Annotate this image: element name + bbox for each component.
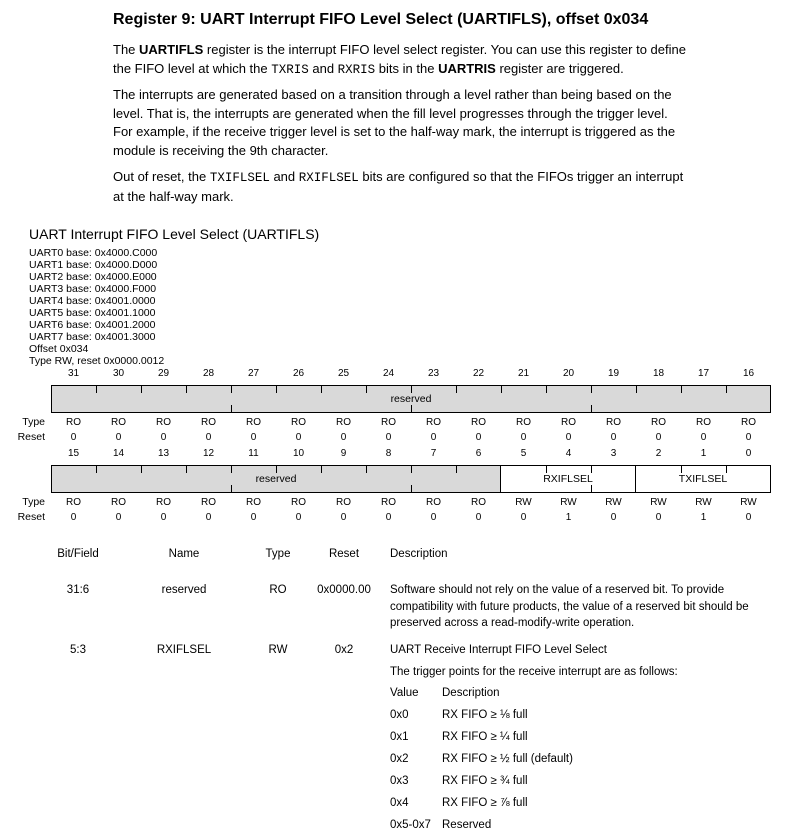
reset-value: 1 [700,512,707,523]
subtable-row [390,774,790,796]
reset-value: 0 [250,512,257,523]
description-line: Software should not rely on the value of a reserved bit. To provide [390,584,725,596]
bit-number: 31 [67,368,80,379]
bit-boundary-tick [546,386,547,393]
reset-cell: 0x2 [334,644,354,656]
column-header: Description [390,548,448,560]
type-row [6,416,771,428]
paragraph [113,41,793,79]
register-heading: UART Interrupt FIFO Level Select (UARTIFLS) [29,226,320,242]
bit-boundary-tick [726,466,727,473]
subtable-description: RX FIFO ≥ ½ full (default) [442,753,573,765]
type-value: RO [66,497,81,508]
bit-boundary-tick [456,466,457,473]
text-segment: UARTIFLS [139,42,204,57]
type-cell: RO [269,584,287,596]
bit-number: 12 [202,448,215,459]
reset-value: 0 [160,512,167,523]
bit-number: 16 [742,368,755,379]
type-value: RO [156,497,171,508]
bit-numbers [51,448,771,459]
subtable-value: 0x4 [390,797,409,809]
text-segment: RXIFLSEL [298,171,359,185]
bit-number: 27 [247,368,260,379]
bit-boundary-tick [681,466,682,473]
reset-value: 0 [475,512,482,523]
bit-boundary-tick [366,466,367,473]
bit-number: 8 [385,448,392,459]
type-value: RO [471,497,486,508]
subtable-description-header: Description [442,687,500,699]
description-line: The trigger points for the receive interrupt are as follows: [390,666,678,678]
reset-value: 0 [340,512,347,523]
type-label: Type [22,416,45,428]
bit-row-low [6,448,786,526]
paragraph-line [113,142,793,161]
bit-boundary-tick [231,386,232,393]
type-value: RO [336,417,351,428]
reset-value: 0 [475,432,482,443]
bitfield-cell: 31:6 [66,584,90,596]
description-line: compatibility with future products, the value of a reserved bit should be [390,600,749,613]
reset-row [6,431,771,443]
reset-value: 0 [205,512,212,523]
description-text [390,664,790,681]
text-segment: The [113,42,140,57]
bit-numbers [51,368,771,379]
reset-value: 0 [115,432,122,443]
bit-number: 7 [430,448,437,459]
description-cell [390,642,790,838]
type-value: RO [651,417,666,428]
reset-value: 0 [430,512,437,523]
paragraph-line [113,105,793,124]
subtable-row [390,730,790,752]
bit-boundary-tick [186,386,187,393]
text-segment: and [308,60,338,76]
text-segment: The interrupts are generated based on a transition through a level rather than being based on the [113,87,672,102]
subtable-value: 0x2 [390,753,409,765]
type-cell: RW [268,644,288,656]
reset-value: 0 [205,432,212,443]
bit-number: 30 [112,368,125,379]
bit-number: 6 [475,448,482,459]
bit-number: 1 [700,448,707,459]
bit-number: 19 [607,368,620,379]
bit-boundary-tick [411,466,412,473]
bitfield-cell: 5:3 [70,644,86,656]
bit-boundary-tick [231,466,232,473]
bit-number: 2 [655,448,662,459]
type-value: RO [291,417,306,428]
subtable-value: 0x3 [390,775,409,787]
base-address-line: UART3 base: 0x4000.F000 [29,283,157,295]
text-segment: For example, if the receive trigger level is set to the half-way mark, the interrupt is triggered as the [113,124,676,139]
type-value: RW [515,497,532,508]
type-value: RO [246,417,261,428]
bit-number: 13 [157,448,170,459]
description-line: preserved across a read-modify-write operation. [390,617,635,629]
type-value: RO [561,417,576,428]
subtable-row [390,796,790,818]
paragraph [113,168,793,206]
type-value: RO [201,497,216,508]
bit-boundary-tick [411,386,412,393]
type-row [6,496,771,508]
reset-value: 0 [565,432,572,443]
text-segment: the FIFO level at which the [113,60,272,76]
name-cell: RXIFLSEL [156,644,212,656]
column-header: Type [265,548,291,560]
type-value: RO [246,497,261,508]
base-address-line: UART5 base: 0x4001.1000 [29,307,156,319]
column-header: Reset [328,548,360,560]
type-value: RO [291,497,306,508]
paragraph-line [113,168,793,188]
bit-number: 29 [157,368,170,379]
bit-boundary-tick [591,386,592,393]
reset-value: 0 [70,512,77,523]
reset-value: 0 [610,512,617,523]
reset-value: 0 [160,432,167,443]
bit-number: 4 [565,448,572,459]
bit-number: 20 [562,368,575,379]
reset-row [6,511,771,523]
field-label: TXIFLSEL [678,473,728,485]
base-address-line: UART0 base: 0x4000.C000 [29,247,158,259]
nibble-boundary-tick [591,405,592,412]
bit-number: 18 [652,368,665,379]
base-address-line: UART1 base: 0x4000.D000 [29,259,158,271]
text-segment: bits are configured so that the FIFOs trigger an interrupt [358,169,684,184]
subtable-description: Reserved [442,819,492,831]
text-segment: TXRIS [271,62,309,77]
paragraph-line [113,60,793,80]
type-value: RO [66,417,81,428]
paragraph [113,86,793,160]
column-header: Name [168,548,200,560]
paragraph-line [113,123,793,142]
base-address-line: Offset 0x034 [29,343,89,355]
bit-number: 10 [292,448,305,459]
bit-boundary-tick [501,386,502,393]
bit-boundary-tick [681,386,682,393]
nibble-boundary-tick [411,485,412,492]
subtable-row [390,752,790,774]
bit-number: 3 [610,448,617,459]
name-cell: reserved [161,584,207,596]
text-segment: RXRIS [337,62,376,77]
bit-boundary-tick [321,466,322,473]
base-address-line: UART6 base: 0x4001.2000 [29,319,156,331]
nibble-boundary-tick [231,485,232,492]
bit-number: 23 [427,368,440,379]
reset-value: 0 [385,432,392,443]
bit-boundary-tick [321,386,322,393]
reset-cell: 0x0000.00 [317,584,371,596]
field-label: reserved [255,473,297,485]
bit-boundary-tick [546,466,547,473]
nibble-boundary-tick [591,485,592,492]
base-address-line: UART4 base: 0x4001.0000 [29,295,156,307]
reset-value: 0 [430,432,437,443]
bit-box [51,465,771,493]
bit-number: 28 [202,368,215,379]
base-address-line: Type RW, reset 0x0000.0012 [29,355,165,367]
field-reserved [51,465,501,493]
reset-label: Reset [17,431,45,443]
type-value: RO [111,497,126,508]
bit-boundary-tick [276,386,277,393]
subtable-value-header: Value [390,687,419,699]
bit-number: 0 [745,448,752,459]
register-base-address-list [29,247,164,367]
description-text [390,582,790,632]
bit-number: 11 [248,448,259,459]
text-segment: at the half-way mark. [113,188,234,204]
bit-number: 26 [292,368,305,379]
type-value: RO [381,497,396,508]
text-segment: bits in the [375,60,439,76]
reset-value: 0 [250,432,257,443]
type-label: Type [22,496,45,508]
paragraph-line [113,188,793,207]
reset-value: 0 [700,432,707,443]
subtable-value: 0x0 [390,709,409,721]
text-segment: level. That is, the interrupts are generated when the fill level progresses through the trigger level. [113,105,668,121]
subtable-description: RX FIFO ≥ ⅛ full [442,709,528,721]
reset-value: 0 [295,432,302,443]
base-address-line: UART7 base: 0x4001.3000 [29,331,156,343]
type-value: RO [696,417,711,428]
reset-value: 0 [115,512,122,523]
paragraph-line [113,86,793,105]
type-value: RO [471,417,486,428]
type-value: RW [560,497,577,508]
bit-boundary-tick [186,466,187,473]
text-segment: module is receiving the 9th character. [113,142,329,158]
reset-value: 0 [745,432,752,443]
text-segment: register are triggered. [495,60,624,76]
bit-boundary-tick [141,466,142,473]
type-value: RW [605,497,622,508]
subtable-header-row [390,686,790,708]
bit-number: 14 [112,448,125,459]
subtable-row [390,818,790,838]
reset-value: 0 [655,512,662,523]
type-value: RO [426,417,441,428]
subtable-description: RX FIFO ≥ ⅞ full [442,797,528,809]
text-segment: TXIFLSEL [209,171,270,185]
reset-value: 0 [70,432,77,443]
subtable-row [390,708,790,730]
bit-boundary-tick [141,386,142,393]
type-value: RW [740,497,757,508]
type-value: RO [741,417,756,428]
subtable-value: 0x5-0x7 [390,819,431,831]
description-line: UART Receive Interrupt FIFO Level Select [390,644,607,656]
field-reserved [51,385,771,413]
text-segment: Out of reset, the [113,169,210,184]
bit-number: 21 [517,368,530,379]
type-value: RO [381,417,396,428]
type-value: RO [201,417,216,428]
reset-value: 0 [295,512,302,523]
bit-boundary-tick [366,386,367,393]
field-label: RXIFLSEL [543,473,593,485]
nibble-boundary-tick [231,405,232,412]
bit-number: 5 [520,448,527,459]
bit-boundary-tick [636,386,637,393]
value-subtable [390,686,790,838]
type-value: RO [426,497,441,508]
subtable-description: RX FIFO ≥ ¼ full [442,731,528,743]
bit-number: 25 [337,368,350,379]
description-cell [390,582,790,637]
bit-number: 9 [340,448,347,459]
type-value: RO [336,497,351,508]
bit-number: 17 [697,368,710,379]
reset-value: 0 [340,432,347,443]
subtable-value: 0x1 [390,731,409,743]
bit-boundary-tick [96,386,97,393]
type-value: RO [606,417,621,428]
text-segment: register is the interrupt FIFO level select register. You can use this register to define [203,42,686,57]
reset-value: 0 [655,432,662,443]
reset-value: 0 [610,432,617,443]
field-label: reserved [390,393,432,405]
reset-value: 0 [745,512,752,523]
type-value: RW [695,497,712,508]
paragraph-line [113,41,793,60]
type-value: RW [650,497,667,508]
column-header: Bit/Field [57,548,99,560]
bit-boundary-tick [96,466,97,473]
reset-value: 0 [385,512,392,523]
text-segment: UARTRIS [438,60,496,76]
register-title: Register 9: UART Interrupt FIFO Level Select (UARTIFLS), offset 0x034 [113,11,649,28]
bit-number: 22 [472,368,485,379]
bit-boundary-tick [726,386,727,393]
type-value: RO [111,417,126,428]
bit-boundary-tick [276,466,277,473]
base-address-line: UART2 base: 0x4000.E000 [29,271,157,283]
bit-boundary-tick [456,386,457,393]
bit-boundary-tick [591,466,592,473]
bit-box [51,385,771,413]
field-RXIFLSEL [500,465,636,493]
bit-number: 15 [67,448,80,459]
reset-value: 1 [565,512,572,523]
reset-value: 0 [520,512,527,523]
subtable-description: RX FIFO ≥ ¾ full [442,775,528,787]
field-TXIFLSEL [635,465,771,493]
reset-value: 0 [520,432,527,443]
bit-row-high [6,368,786,446]
text-segment: and [269,169,299,184]
bit-number: 24 [382,368,395,379]
reset-label: Reset [17,511,45,523]
description-text [390,642,790,659]
type-value: RO [516,417,531,428]
nibble-boundary-tick [411,405,412,412]
type-value: RO [156,417,171,428]
